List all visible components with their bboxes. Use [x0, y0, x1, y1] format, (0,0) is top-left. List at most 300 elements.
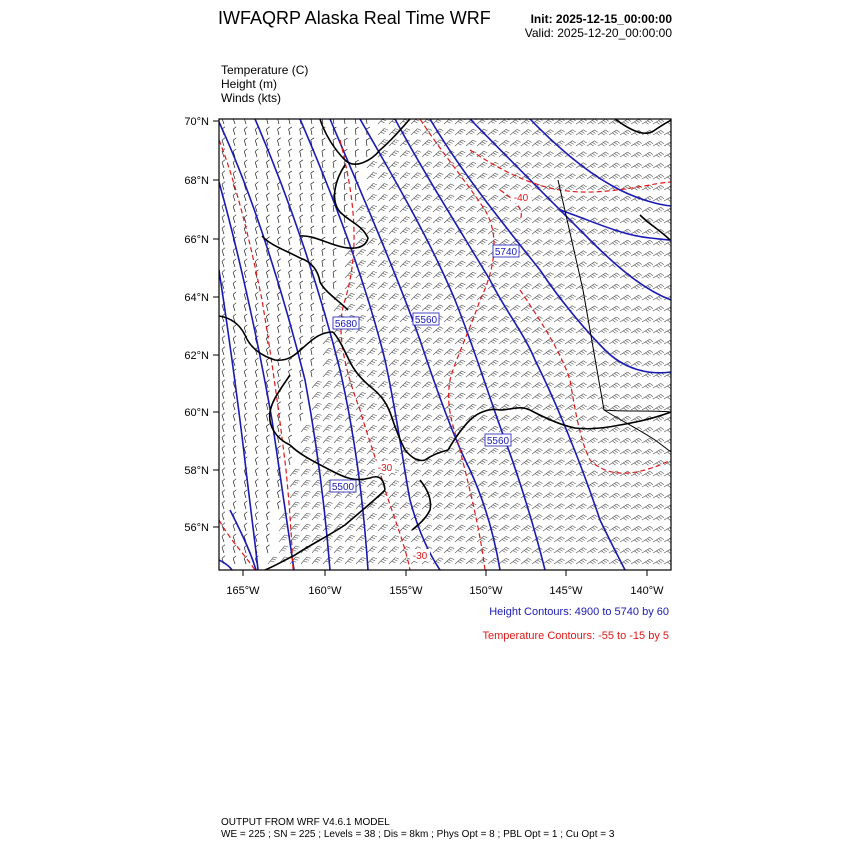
- wind-barb: [444, 525, 454, 531]
- wind-barb: [664, 185, 675, 190]
- wind-barb: [312, 557, 322, 564]
- wind-barb: [587, 471, 598, 476]
- wind-barb: [653, 350, 664, 355]
- wind-barb: [642, 427, 653, 432]
- wind-barb: [642, 262, 653, 267]
- wind-barb: [565, 130, 576, 135]
- wind-barb: [367, 238, 377, 245]
- wind-barb: [554, 548, 565, 553]
- wind-barb: [587, 196, 598, 201]
- wind-barb: [664, 251, 675, 256]
- wind-barb: [554, 163, 565, 168]
- wind-barb: [554, 251, 565, 256]
- wind-barb: [609, 284, 620, 289]
- height-contour-legend: Height Contours: 4900 to 5740 by 60: [489, 606, 669, 618]
- wind-barb: [378, 195, 388, 202]
- wind-barb: [378, 173, 388, 180]
- wind-barb: [521, 228, 532, 234]
- wind-barb: [587, 559, 598, 564]
- wind-barb: [532, 240, 543, 246]
- wind-barb: [289, 237, 292, 245]
- wind-barb: [222, 336, 225, 344]
- wind-barb: [289, 303, 292, 311]
- wind-barb: [455, 470, 465, 476]
- wind-barb: [466, 426, 476, 432]
- wind-barb: [312, 524, 322, 531]
- wind-barb: [356, 546, 366, 553]
- wind-barb: [488, 239, 498, 245]
- wind-barb: [510, 261, 521, 267]
- wind-barb: [289, 292, 292, 300]
- lon-label: 160°W: [308, 585, 342, 597]
- wind-barb: [598, 328, 609, 333]
- wind-barb: [543, 306, 554, 311]
- wind-barb: [255, 380, 258, 388]
- wind-barb: [587, 394, 598, 399]
- wind-barb: [233, 534, 236, 542]
- wind-barb: [587, 449, 598, 454]
- wind-barb: [620, 328, 631, 333]
- wind-barb: [400, 272, 410, 278]
- lat-label: 66°N: [184, 234, 209, 246]
- wind-barb: [266, 457, 269, 465]
- wind-barb: [664, 537, 675, 542]
- wind-barb: [455, 371, 465, 377]
- wind-barb: [510, 415, 521, 421]
- wind-barb: [311, 204, 314, 212]
- wind-barb: [554, 273, 565, 278]
- wind-barb: [323, 392, 333, 399]
- temperature-label: -40: [513, 193, 529, 204]
- wind-barb: [488, 514, 498, 520]
- wind-barb: [532, 460, 543, 466]
- wind-barb: [255, 523, 258, 531]
- wind-barb: [345, 557, 355, 564]
- wind-barb: [565, 196, 576, 201]
- wind-barb: [334, 403, 344, 410]
- wind-barb: [444, 514, 454, 520]
- wind-barb: [598, 559, 609, 564]
- wind-barb: [422, 195, 432, 201]
- wind-barb: [344, 138, 347, 146]
- wind-barb: [598, 163, 609, 168]
- wind-barb: [455, 294, 465, 300]
- wind-barb: [653, 141, 664, 146]
- wind-barb: [244, 303, 247, 311]
- wind-barb: [266, 479, 269, 487]
- wind-barb: [565, 240, 576, 245]
- wind-barb: [510, 525, 521, 531]
- wind-barb: [653, 559, 664, 564]
- wind-barb: [609, 295, 620, 300]
- wind-barb: [433, 151, 443, 157]
- wind-barb: [444, 481, 454, 487]
- wind-barb: [300, 215, 303, 223]
- wind-barb: [609, 482, 620, 487]
- wind-barb: [653, 449, 664, 454]
- lat-label: 68°N: [184, 175, 209, 187]
- wind-barb: [433, 294, 443, 300]
- wind-barb: [664, 218, 675, 223]
- wind-barb: [355, 127, 359, 135]
- wind-barb: [466, 305, 476, 311]
- wind-barb: [233, 523, 236, 531]
- wind-barb: [233, 281, 236, 289]
- wind-barb: [521, 261, 532, 267]
- wind-barb: [444, 547, 454, 553]
- wind-barb: [510, 437, 521, 443]
- wind-barb: [653, 548, 664, 553]
- wind-barb: [278, 193, 281, 201]
- wind-barb: [620, 493, 631, 498]
- wind-barb: [532, 251, 543, 257]
- wind-barb: [554, 240, 565, 245]
- wind-barb: [233, 468, 236, 476]
- wind-barb: [499, 184, 509, 190]
- wind-barb: [587, 526, 598, 531]
- wind-barb: [345, 469, 355, 476]
- wind-barb: [477, 349, 487, 355]
- wind-barb: [233, 336, 236, 344]
- wind-barb: [266, 435, 269, 443]
- wind-barb: [466, 536, 476, 542]
- wind-barb: [664, 141, 675, 146]
- wind-barb: [300, 226, 303, 234]
- wind-barb: [642, 273, 653, 278]
- wind-barb: [631, 482, 642, 487]
- wind-barb: [355, 149, 359, 157]
- wind-barb: [378, 261, 388, 268]
- wind-barb: [255, 512, 258, 520]
- wind-barb: [355, 116, 359, 124]
- wind-barb: [378, 558, 388, 565]
- wind-barb: [598, 273, 609, 278]
- wind-barb: [576, 460, 587, 465]
- wind-barb: [400, 217, 410, 223]
- wind-barb: [222, 435, 225, 443]
- wind-barb: [653, 174, 664, 179]
- wind-barb: [664, 130, 675, 135]
- wind-barb: [255, 402, 258, 410]
- wind-barb: [653, 515, 664, 520]
- wind-barb: [334, 546, 344, 553]
- wind-barb: [477, 140, 487, 146]
- wind-barb: [300, 248, 303, 256]
- wind-barb: [389, 393, 399, 399]
- wind-barb: [322, 149, 325, 157]
- wind-barb: [278, 358, 281, 366]
- wind-barb: [389, 558, 399, 564]
- wind-barb: [255, 435, 258, 443]
- wind-barb: [499, 360, 509, 366]
- wind-barb: [521, 239, 532, 245]
- wind-barb: [565, 273, 576, 278]
- wind-barb: [631, 174, 642, 179]
- wind-barb: [565, 163, 576, 168]
- wind-barb: [333, 259, 336, 267]
- wind-barb: [378, 129, 388, 136]
- wind-barb: [598, 218, 609, 223]
- wind-barb: [334, 557, 344, 564]
- wind-barb: [664, 559, 675, 564]
- wind-barb: [576, 339, 587, 344]
- wind-barb: [576, 449, 587, 454]
- wind-barb: [345, 535, 355, 542]
- wind-barb: [510, 547, 521, 553]
- wind-barb: [510, 217, 521, 223]
- wind-barb: [565, 416, 576, 421]
- wind-barb: [389, 481, 399, 487]
- wind-barb: [488, 129, 498, 135]
- wind-barb: [244, 512, 247, 520]
- wind-barb: [653, 427, 664, 432]
- wind-barb: [356, 337, 366, 344]
- wind-barb: [389, 536, 399, 542]
- wind-barb: [400, 525, 410, 531]
- wind-barb: [222, 391, 225, 399]
- wind-barb: [400, 173, 410, 179]
- wind-barb: [400, 228, 410, 234]
- wind-barb: [378, 272, 388, 279]
- wind-barb: [543, 482, 554, 487]
- wind-barb: [244, 138, 247, 146]
- wind-barb: [510, 426, 521, 432]
- wind-barb: [400, 349, 410, 355]
- wind-barb: [400, 371, 410, 377]
- wind-barb: [664, 526, 675, 531]
- lat-label: 58°N: [184, 465, 209, 477]
- wind-barb: [389, 162, 399, 168]
- wind-barb: [278, 347, 281, 355]
- wind-barb: [290, 502, 300, 509]
- wind-barb: [356, 480, 366, 487]
- wind-barb: [466, 283, 476, 289]
- wind-barb: [389, 492, 399, 498]
- wind-barb: [488, 459, 498, 465]
- wind-barb: [378, 382, 388, 389]
- wind-barb: [411, 360, 421, 366]
- wind-barb: [477, 536, 487, 542]
- wind-barb: [244, 501, 247, 509]
- wind-barb: [499, 316, 509, 322]
- wind-barb: [300, 314, 303, 322]
- wind-barb: [466, 404, 476, 410]
- wind-barb: [244, 369, 247, 377]
- wind-barb: [400, 415, 410, 421]
- wind-barb: [587, 262, 598, 267]
- wind-barb: [521, 217, 532, 223]
- wind-barb: [620, 262, 631, 267]
- wind-barb: [289, 380, 292, 388]
- wind-barb: [477, 239, 487, 245]
- wind-barb: [642, 460, 653, 465]
- wind-barb: [300, 336, 303, 344]
- wind-barb: [664, 229, 675, 234]
- wind-barb: [565, 295, 576, 300]
- wind-barb: [620, 548, 631, 553]
- wind-barb: [400, 261, 410, 267]
- wind-barb: [587, 251, 598, 256]
- wind-barb: [532, 449, 543, 455]
- wind-barb: [499, 558, 509, 564]
- wind-barb: [565, 548, 576, 553]
- wind-barb: [278, 160, 281, 168]
- wind-barb: [477, 558, 487, 564]
- wind-barb: [664, 152, 675, 157]
- wind-barb: [389, 327, 399, 333]
- wind-barb: [543, 493, 554, 498]
- wind-barb: [278, 182, 281, 190]
- wind-barb: [598, 548, 609, 553]
- wind-barb: [565, 493, 576, 498]
- wind-barb: [244, 523, 247, 531]
- wind-barb: [576, 174, 587, 179]
- wind-barb: [222, 215, 225, 223]
- wind-barb: [521, 448, 532, 454]
- wind-barb: [587, 273, 598, 278]
- wind-barb: [466, 437, 476, 443]
- wind-barb: [389, 437, 399, 443]
- wind-barb: [565, 471, 576, 476]
- wind-barb: [289, 281, 292, 289]
- wind-barb: [477, 393, 487, 399]
- wind-barb: [244, 127, 247, 135]
- wind-barb: [378, 305, 388, 312]
- wind-barb: [587, 284, 598, 289]
- wind-barb: [255, 292, 258, 300]
- wind-barb: [554, 493, 565, 498]
- wind-barb: [477, 316, 487, 322]
- wind-barb: [444, 360, 454, 366]
- wind-barb: [255, 204, 258, 212]
- wind-barb: [322, 116, 325, 124]
- wind-barb: [642, 548, 653, 553]
- wind-barb: [488, 426, 498, 432]
- wind-barb: [255, 237, 258, 245]
- wind-barb: [587, 119, 598, 124]
- wind-barb: [311, 215, 314, 223]
- wind-barb: [444, 459, 454, 465]
- wind-barb: [653, 185, 664, 190]
- wind-barb: [477, 228, 487, 234]
- wind-barb: [311, 347, 314, 355]
- wind-barb: [653, 284, 664, 289]
- wind-barb: [455, 195, 465, 201]
- wind-barb: [345, 337, 355, 344]
- wind-barb: [609, 240, 620, 245]
- wind-barb: [664, 548, 675, 553]
- wind-barb: [244, 116, 247, 124]
- wind-barb: [554, 229, 565, 234]
- wind-barb: [411, 184, 421, 190]
- wind-barb: [631, 427, 642, 432]
- wind-barb: [477, 250, 487, 256]
- wind-barb: [510, 470, 521, 476]
- wind-barb: [488, 338, 498, 344]
- wind-barb: [576, 240, 587, 245]
- wind-barb: [455, 536, 465, 542]
- wind-barb: [521, 536, 532, 542]
- wind-barb: [322, 325, 325, 333]
- wind-barb: [598, 339, 609, 344]
- wind-barb: [664, 174, 675, 179]
- wind-barb: [378, 536, 388, 543]
- wind-barb: [255, 303, 258, 311]
- wind-barb: [664, 262, 675, 267]
- wind-barb: [422, 404, 432, 410]
- wind-barb: [620, 284, 631, 289]
- wind-barb: [433, 404, 443, 410]
- wind-barb: [653, 504, 664, 509]
- wind-barb: [565, 526, 576, 531]
- wind-barb: [255, 358, 258, 366]
- wind-barb: [356, 249, 366, 256]
- wind-barb: [400, 382, 410, 388]
- wind-barb: [664, 449, 675, 454]
- wind-barb: [255, 160, 258, 168]
- wind-barb: [312, 403, 322, 410]
- wind-barb: [311, 292, 314, 300]
- wind-barb: [521, 547, 532, 553]
- wind-barb: [488, 294, 498, 300]
- wind-barb: [642, 207, 653, 212]
- wind-barb: [289, 149, 292, 157]
- wind-barb: [653, 328, 664, 333]
- wind-barb: [631, 526, 642, 531]
- wind-barb: [255, 259, 258, 267]
- wind-barb: [631, 438, 642, 443]
- wind-barb: [301, 524, 311, 531]
- wind-barb: [510, 272, 521, 278]
- wind-barb: [466, 514, 476, 520]
- wind-barb: [642, 361, 653, 366]
- wind-barb: [598, 207, 609, 212]
- lon-label: 140°W: [630, 585, 664, 597]
- wind-barb: [587, 405, 598, 410]
- wind-barb: [289, 171, 292, 179]
- wind-barb: [565, 317, 576, 322]
- wind-barb: [422, 305, 432, 311]
- height-label: 5500: [331, 482, 355, 493]
- wind-barb: [244, 424, 247, 432]
- wind-barb: [289, 413, 292, 421]
- wind-barb: [433, 217, 443, 223]
- wind-barb: [510, 448, 521, 454]
- wind-barb: [222, 457, 225, 465]
- wind-barb: [322, 138, 325, 146]
- wind-barb: [289, 127, 292, 135]
- wind-barb: [532, 504, 543, 510]
- wind-barb: [532, 438, 543, 444]
- wind-barb: [631, 460, 642, 465]
- wind-barb: [598, 471, 609, 476]
- wind-barb: [565, 515, 576, 520]
- wind-barb: [565, 460, 576, 465]
- wind-barb: [433, 349, 443, 355]
- wind-barb: [631, 537, 642, 542]
- lon-label: 155°W: [389, 585, 423, 597]
- wind-barb: [289, 402, 292, 410]
- wind-barb: [255, 490, 258, 498]
- wind-barb: [323, 348, 333, 355]
- wind-barb: [576, 196, 587, 201]
- wind-barb: [532, 328, 543, 334]
- wind-barb: [389, 283, 399, 289]
- wind-barb: [664, 317, 675, 322]
- wind-barb: [366, 116, 370, 124]
- wind-barb: [345, 381, 355, 388]
- wind-barb: [289, 336, 292, 344]
